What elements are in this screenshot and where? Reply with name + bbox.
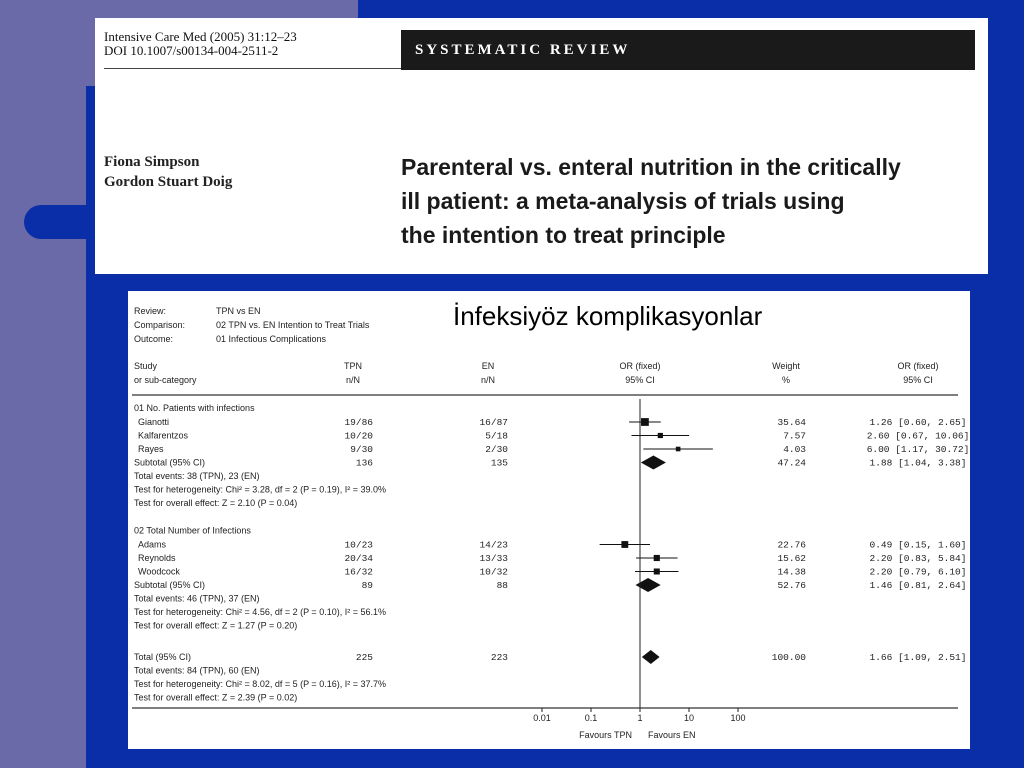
group-header: 01 No. Patients with infections: [134, 403, 255, 413]
total-weight: 100.00: [771, 652, 806, 663]
column-header: n/N: [345, 375, 361, 385]
total-tpn: 225: [355, 652, 373, 663]
subtotal-or: 1.88 [1.04, 3.38]: [869, 457, 967, 469]
column-header: or sub-category: [134, 375, 197, 385]
x-tick-label: 0.1: [584, 713, 598, 723]
group-note: Test for overall effect: Z = 2.10 (P = 0.04): [134, 498, 298, 508]
study-en: 2/30: [485, 444, 508, 455]
subtotal-label: Subtotal (95% CI): [134, 457, 206, 468]
subtotal-diamond: [636, 578, 661, 592]
study-tpn: 10/23: [344, 539, 373, 551]
study-tpn: 16/32: [344, 566, 373, 578]
point-estimate: [676, 447, 681, 452]
study-weight: 22.76: [777, 539, 806, 551]
meta-value: 01 Infectious Complications: [216, 334, 327, 344]
total-label: Total (95% CI): [134, 652, 192, 662]
paper-title-line: Parenteral vs. enteral nutrition in the critically: [401, 154, 901, 180]
column-header: EN: [481, 361, 495, 371]
subtotal-tpn: 89: [361, 580, 373, 591]
column-header: Study: [134, 361, 158, 371]
paper-header: [95, 18, 988, 274]
paper-title-line: ill patient: a meta-analysis of trials using: [401, 188, 845, 214]
favours-right-label: Favours EN: [648, 730, 696, 740]
meta-value: TPN vs EN: [216, 306, 261, 316]
study-name: Rayes: [138, 444, 164, 454]
point-estimate: [654, 555, 660, 561]
total-note: Test for overall effect: Z = 2.39 (P = 0.02): [134, 692, 298, 703]
subtotal-label: Subtotal (95% CI): [134, 580, 206, 590]
paper-title-line: the intention to treat principle: [401, 222, 726, 248]
study-tpn: 9/30: [350, 444, 373, 455]
column-header: 95% CI: [903, 375, 933, 385]
x-tick-label: 100: [730, 713, 746, 723]
study-weight: 14.38: [777, 566, 806, 578]
study-en: 5/18: [485, 430, 508, 442]
left-accent-strip: [0, 0, 86, 768]
forest-plot: [128, 291, 970, 749]
study-or: 6.00 [1.17, 30.72]: [866, 444, 970, 455]
study-or: 2.20 [0.83, 5.84]: [869, 553, 967, 564]
total-note: Total events: 84 (TPN), 60 (EN): [134, 665, 260, 676]
group-note: Test for heterogeneity: Chi² = 4.56, df = 2 (P = 0.10), I² = 56.1%: [134, 607, 386, 617]
study-weight: 35.64: [777, 417, 806, 428]
study-tpn: 10/20: [344, 430, 373, 442]
study-or: 1.26 [0.60, 2.65]: [869, 417, 967, 428]
author-name: Fiona Simpson: [104, 154, 200, 170]
group-note: Total events: 46 (TPN), 37 (EN): [134, 593, 260, 604]
total-note: Test for heterogeneity: Chi² = 8.02, df = 5 (P = 0.16), I² = 37.7%: [134, 679, 386, 689]
slide-caption: İnfeksiyöz komplikasyonlar: [453, 301, 763, 331]
study-tpn: 20/34: [344, 553, 373, 564]
study-or: 2.20 [0.79, 6.10]: [869, 566, 967, 578]
point-estimate: [621, 541, 628, 548]
subtotal-weight: 47.24: [777, 457, 806, 469]
group-header: 02 Total Number of Infections: [134, 525, 251, 536]
total-en: 223: [490, 652, 508, 663]
author-name: Gordon Stuart Doig: [104, 174, 233, 190]
study-weight: 15.62: [777, 553, 806, 564]
column-header: OR (fixed): [619, 361, 661, 371]
author-list: [104, 152, 232, 192]
meta-value: 02 TPN vs. EN Intention to Treat Trials: [216, 320, 370, 330]
favours-left-label: Favours TPN: [579, 730, 632, 740]
point-estimate: [641, 418, 649, 426]
x-tick-label: 10: [683, 713, 695, 723]
study-name: Reynolds: [138, 553, 176, 563]
group-note: Total events: 38 (TPN), 23 (EN): [134, 471, 260, 481]
column-header: n/N: [480, 375, 496, 385]
column-header: OR (fixed): [897, 361, 939, 371]
subtotal-weight: 52.76: [777, 580, 806, 591]
meta-label: Review:: [134, 306, 167, 316]
study-name: Woodcock: [138, 566, 180, 577]
group-note: Test for overall effect: Z = 1.27 (P = 0.20): [134, 620, 298, 631]
column-header: 95% CI: [625, 375, 655, 385]
total-or: 1.66 [1.09, 2.51]: [869, 652, 967, 663]
column-header: Weight: [772, 361, 800, 371]
subtotal-tpn: 136: [355, 457, 373, 469]
meta-label: Comparison:: [134, 320, 186, 330]
study-or: 0.49 [0.15, 1.60]: [869, 539, 967, 551]
subtotal-en: 88: [496, 580, 508, 591]
total-diamond: [642, 650, 660, 664]
subtotal-diamond: [641, 456, 666, 470]
study-tpn: 19/86: [344, 417, 373, 428]
point-estimate: [658, 433, 663, 438]
header-rule: [104, 68, 402, 69]
paper-title: [401, 150, 981, 252]
study-weight: 7.57: [783, 430, 806, 442]
study-en: 13/33: [479, 553, 508, 564]
point-estimate: [654, 568, 660, 574]
study-name: Kalfarentzos: [138, 430, 189, 441]
subtotal-en: 135: [490, 457, 508, 469]
x-tick-label: 1: [637, 713, 643, 723]
column-header: TPN: [344, 361, 362, 371]
study-en: 10/32: [479, 566, 508, 578]
study-en: 16/87: [479, 417, 508, 428]
journal-reference: [104, 30, 297, 58]
forest-plot-panel: [128, 291, 970, 749]
study-name: Gianotti: [138, 417, 170, 427]
study-weight: 4.03: [783, 444, 806, 455]
journal-doi: DOI 10.1007/s00134-004-2511-2: [104, 43, 279, 58]
meta-label: Outcome:: [134, 334, 174, 344]
x-tick-label: 0.01: [533, 713, 551, 723]
group-note: Test for heterogeneity: Chi² = 3.28, df = 2 (P = 0.19), I² = 39.0%: [134, 484, 386, 495]
journal-citation: Intensive Care Med (2005) 31:12–23: [104, 29, 297, 44]
subtotal-or: 1.46 [0.81, 2.64]: [869, 580, 967, 591]
column-header: %: [781, 375, 791, 385]
study-or: 2.60 [0.67, 10.06]: [866, 430, 970, 442]
study-name: Adams: [138, 539, 167, 550]
review-type-banner: SYSTEMATIC REVIEW: [401, 30, 975, 70]
study-en: 14/23: [479, 539, 508, 551]
